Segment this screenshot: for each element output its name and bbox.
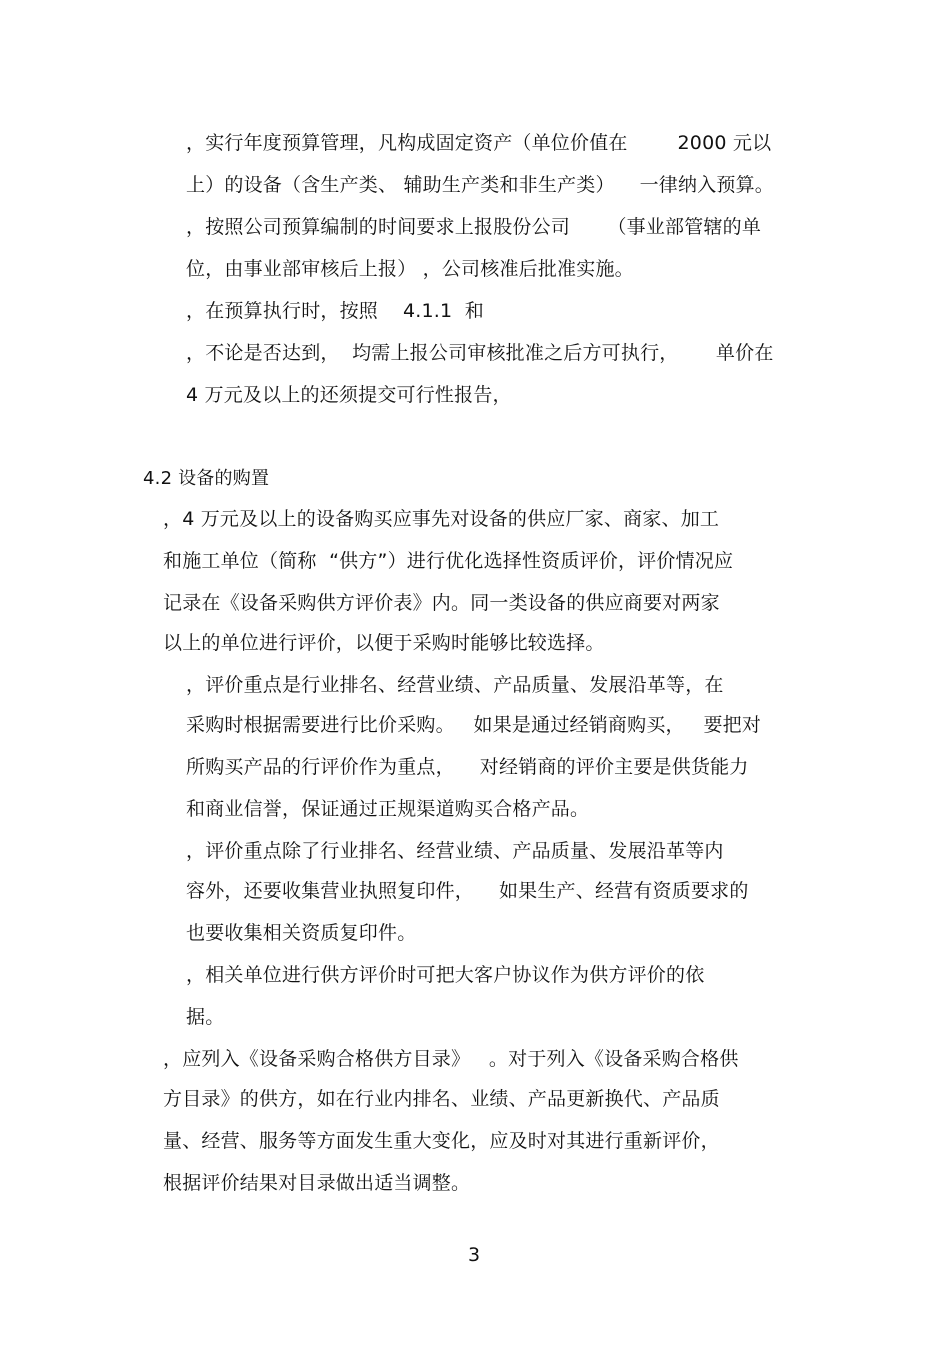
- paragraph-evaluation-focus-dealer-line-1: ，评价重点是行业排名、经营业绩、产品质量、发展沿革等，在: [186, 674, 724, 696]
- paragraph-annual-budget-line-2: 上）的设备（含生产类、 辅助生产类和非生产类） 一律纳入预算。: [186, 174, 774, 196]
- paragraph-budget-reporting-line-1: ，按照公司预算编制的时间要求上报股份公司 （事业部管辖的单: [186, 216, 762, 238]
- paragraph-evaluation-focus-license-line-3: 也要收集相关资质复印件。: [186, 922, 417, 944]
- paragraph-approval-line-2: 4 万元及以上的还须提交可行性报告，: [186, 384, 512, 406]
- paragraph-evaluation-focus-license-line-2: 容外，还要收集营业执照复印件， 如果生产、经营有资质要求的: [186, 880, 749, 902]
- paragraph-key-account-line-1: ，相关单位进行供方评价时可把大客户协议作为供方评价的依: [186, 964, 705, 986]
- paragraph-supplier-evaluation-line-1: ，4 万元及以上的设备购买应事先对设备的供应厂家、商家、加工: [163, 508, 720, 530]
- page-number: 3: [468, 1244, 481, 1266]
- paragraph-budget-reporting-line-2: 位，由事业部审核后上报） ，公司核准后批准实施。: [186, 258, 634, 280]
- paragraph-qualified-list-line-2: 方目录》的供方，如在行业内排名、业绩、产品更新换代、产品质: [163, 1088, 720, 1110]
- paragraph-key-account-line-2: 据。: [186, 1006, 225, 1028]
- paragraph-qualified-list-line-4: 根据评价结果对目录做出适当调整。: [163, 1172, 471, 1194]
- paragraph-approval-line-1: ，不论是否达到， 均需上报公司审核批准之后方可执行， 单价在: [186, 342, 774, 364]
- paragraph-evaluation-focus-license-line-1: ，评价重点除了行业排名、经营业绩、产品质量、发展沿革等内: [186, 840, 724, 862]
- paragraph-budget-execution-line-1: ，在预算执行时，按照 4.1.1 和: [186, 300, 484, 322]
- paragraph-annual-budget-line-1: ，实行年度预算管理，凡构成固定资产（单位价值在 2000 元以: [186, 132, 772, 154]
- paragraph-evaluation-focus-dealer-line-4: 和商业信誉，保证通过正规渠道购买合格产品。: [186, 798, 590, 820]
- paragraph-supplier-evaluation-line-2: 和施工单位（简称 “供方”）进行优化选择性资质评价，评价情况应: [163, 550, 734, 572]
- paragraph-qualified-list-line-1: ，应列入《设备采购合格供方目录》 。对于列入《设备采购合格供: [163, 1048, 739, 1070]
- paragraph-qualified-list-line-3: 量、经营、服务等方面发生重大变化，应及时对其进行重新评价，: [163, 1130, 720, 1152]
- paragraph-supplier-evaluation-line-4: 以上的单位进行评价，以便于采购时能够比较选择。: [163, 632, 605, 654]
- section-heading: 4.2 设备的购置: [143, 468, 270, 489]
- paragraph-evaluation-focus-dealer-line-2: 采购时根据需要进行比价采购。 如果是通过经销商购买， 要把对: [186, 714, 762, 736]
- paragraph-evaluation-focus-dealer-line-3: 所购买产品的行评价作为重点， 对经销商的评价主要是供货能力: [186, 756, 749, 778]
- paragraph-supplier-evaluation-line-3: 记录在《设备采购供方评价表》内。同一类设备的供应商要对两家: [163, 592, 720, 614]
